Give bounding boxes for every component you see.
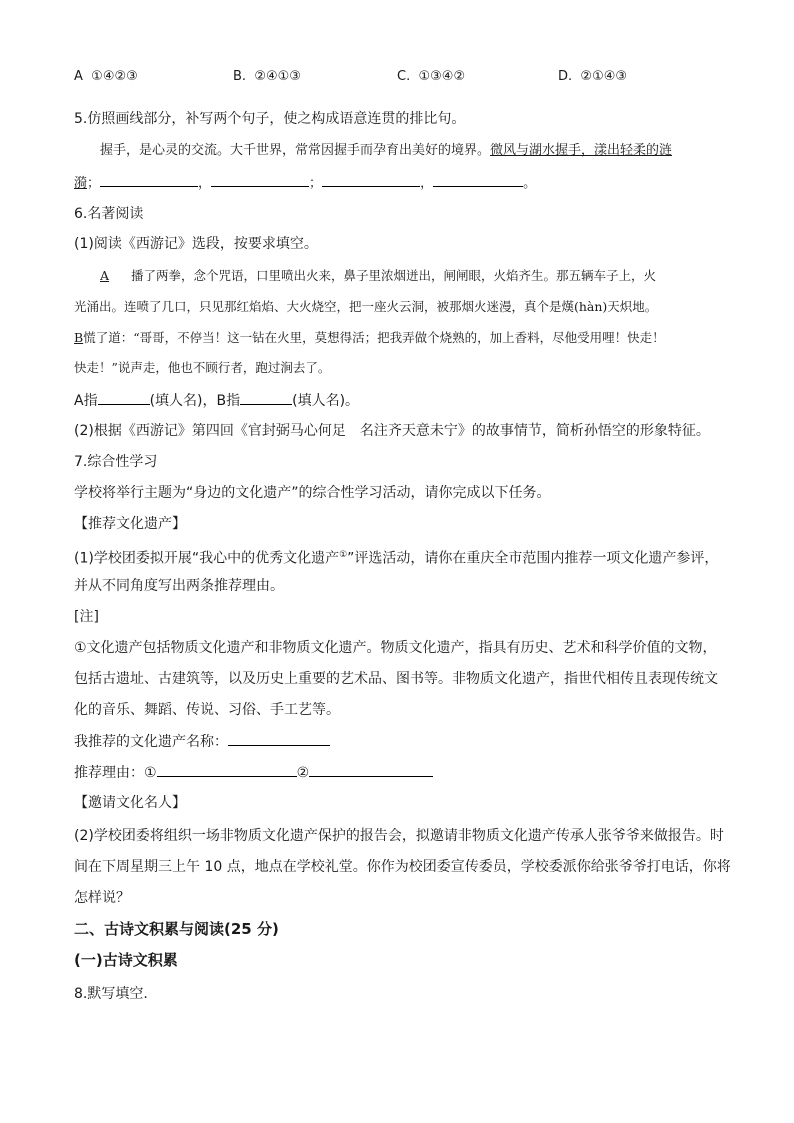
option-d: D. ②①④③ [558,69,628,84]
q6-passage-b-line1: B慌了道：“哥哥，不停当！这一钻在火里，莫想得活；把我弄做个烧熟的，加上香料，尽他受用哩！快走！ [74,330,665,345]
q6-sub1: (1)阅读《西游记》选段，按要求填空。 [74,236,318,252]
q7-section-invite: 【邀请文化名人】 [74,795,186,811]
q5-blank-4[interactable] [433,172,523,187]
q7-task2-line1: (2)学校团委将组织一场非物质文化遗产保护的报告会，拟邀请非物质文化遗产传承人张爷爷来做报告。时 [74,828,724,844]
q7-reason-line: 推荐理由：① ② [74,762,433,783]
q7-note-line1: ①文化遗产包括物质文化遗产和非物质文化遗产。物质文化遗产，指具有历史、艺术和科学价值的文物， [74,640,717,656]
q7-title: 7.综合性学习 [74,454,158,470]
q7-task2-line3: 怎样说？ [74,890,130,906]
q5-example-line2: 漪； ， ； ， 。 [74,172,536,194]
q7-reason-2-blank[interactable] [309,762,433,777]
q6-sub2: (2)根据《西游记》第四回《官封弼马心何足 名注齐天意未宁》的故事情节，简析孙悟空的形象特征。 [74,423,710,439]
q5-blank-1[interactable] [100,172,198,187]
q6-blank-a[interactable] [98,390,150,405]
q7-note-line3: 化的音乐、舞蹈、传说、习俗、手工艺等。 [74,702,340,718]
q7-task2-line2: 间在下周星期三上午 10 点，地点在学校礼堂。你作为校团委宣传委员，学校委派你给张爷爷打电话，你将 [74,859,731,875]
q6-title: 6.名著阅读 [74,206,144,222]
q7-reason-1-blank[interactable] [157,762,297,777]
part2-heading: 二、古诗文积累与阅读(25 分) [74,920,279,938]
q5-title: 5.仿照画线部分，补写两个句子，使之构成语意连贯的排比句。 [74,111,466,127]
q6-passage-b-line2: 快走！”说声走，他也不顾行者，跑过涧去了。 [74,360,331,375]
q7-note-label: [注] [74,609,99,625]
q7-task1-line1: (1)学校团委拟开展“我心中的优秀文化遗产①”评选活动，请你在重庆全市范围内推荐一项文化遗产参评， [74,550,719,567]
q6-passage-a-line1: A 播了两拳，念个咒语，口里喷出火来，鼻子里浓烟迸出，闸闸眼，火焰齐生。那五辆车子上，火 [100,268,657,283]
q7-section-recommend: 【推荐文化遗产】 [74,516,186,532]
q6-fill-line: A指 (填人名)，B指 (填人名)。 [74,390,359,411]
q6-passage-a-line2: 光涌出。连喷了几口，只见那红焰焰、大火烧空，把一座火云洞，被那烟火迷漫，真个是熯(hàn)天炽地。 [74,299,658,314]
q7-heritage-name-blank[interactable] [228,731,330,746]
q7-intro: 学校将举行主题为“身边的文化遗产”的综合性学习活动，请你完成以下任务。 [74,485,551,501]
q6-blank-b[interactable] [240,390,292,405]
q5-example-line1: 握手，是心灵的交流。大千世界，常常因握手而孕育出美好的境界。微风与湖水握手，漾出轻柔的涟 [100,143,673,158]
option-b: B. ②④①③ [233,69,301,84]
option-a: A ①④②③ [74,69,138,84]
q5-blank-3[interactable] [322,172,420,187]
q7-name-line: 我推荐的文化遗产名称： [74,731,330,752]
q8-title: 8.默写填空. [74,986,148,1002]
option-c: C. ①③④② [397,69,466,84]
q7-task1-line2: 并从不同角度写出两条推荐理由。 [74,578,284,594]
q7-note-line2: 包括古遗址、古建筑等，以及历史上重要的艺术品、图书等。非物质文化遗产，指世代相传且表现传统文 [74,671,718,687]
part2-sub-heading: (一)古诗文积累 [74,951,178,969]
q5-blank-2[interactable] [211,172,309,187]
